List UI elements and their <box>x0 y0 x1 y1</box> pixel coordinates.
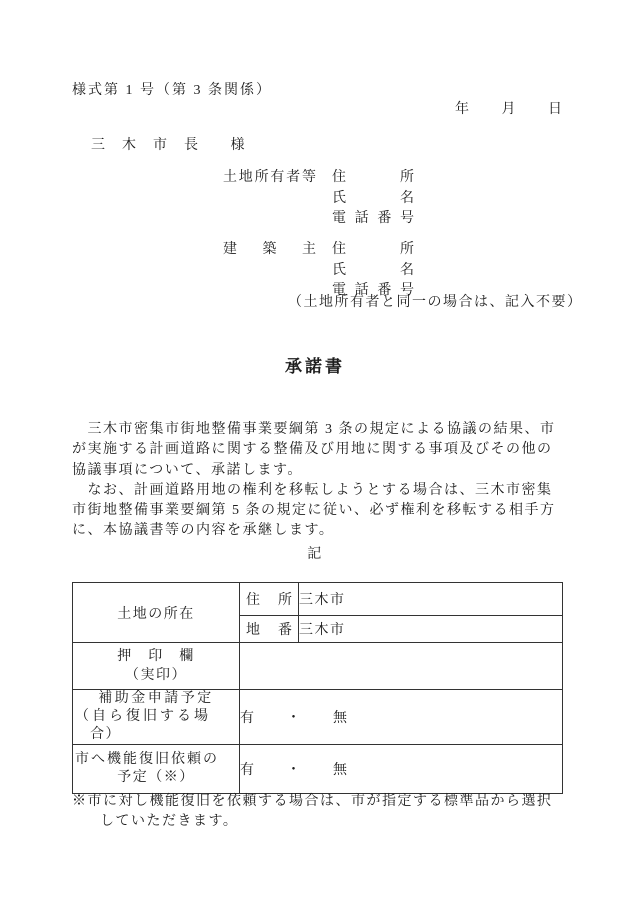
seal-label-line: （実印） <box>125 668 187 683</box>
body-line: 市街地整備事業要綱第 5 条の規定に従い、必ず権利を移転する相手方 <box>72 503 556 519</box>
subsidy-label-line: 合） <box>90 727 121 742</box>
date-line: 年 月 日 <box>455 102 564 117</box>
builder-name-label: 氏 名 <box>332 262 414 278</box>
land-owner-block <box>223 168 414 230</box>
land-owner-label: 土地所有者等 <box>223 170 316 185</box>
land-owner-phone-label: 電話番号 <box>332 211 414 226</box>
restore-label-line: 予定（※） <box>117 770 195 785</box>
addressee-line: 三 木 市 長 様 <box>91 138 246 153</box>
body-line: が実施する計画道路に関する整備及び用地に関する事項及びその他の <box>72 442 553 458</box>
lot-number-key: 地 番 <box>246 623 292 638</box>
document-title: 承諾書 <box>285 357 345 376</box>
body-line: 三木市密集市街地整備事業要綱第 3 条の規定による協議の結果、市 <box>72 422 556 437</box>
body-line: なお、計画道路用地の権利を移転しようとする場合は、三木市密集 <box>72 482 553 498</box>
table-row <box>73 745 563 794</box>
details-table <box>72 582 563 794</box>
builder-phone-label: 電話番号 <box>332 283 414 298</box>
table-row <box>73 583 563 616</box>
footnote-line: していただきます。 <box>100 814 239 830</box>
builder-label: 建築主 <box>223 242 316 257</box>
restore-label-line: 市へ機能復旧依頼の <box>75 752 219 767</box>
land-owner-name-label: 氏 名 <box>332 190 414 206</box>
body-line: に、本協議書等の内容を承継します。 <box>72 523 335 539</box>
address-key: 住 所 <box>246 593 292 608</box>
seal-value-cell <box>240 643 563 690</box>
seal-label-cell <box>73 643 240 690</box>
form-number: 様式第 1 号（第 3 条関係） <box>72 83 272 98</box>
table-row <box>73 690 563 745</box>
body-line: 協議事項について、承諾します。 <box>72 462 303 478</box>
body-paragraphs <box>72 420 572 542</box>
table-row <box>73 643 563 690</box>
restore-label-cell <box>73 745 240 794</box>
subsidy-label-cell <box>73 690 240 745</box>
footnote-line: ※市に対し機能復旧を依頼する場合は、市が指定する標準品から選択 <box>72 794 553 809</box>
subsidy-choice-cell: 有 ・ 無 <box>240 690 563 745</box>
builder-note: （土地所有者と同一の場合は、記入不要） <box>288 295 583 310</box>
seal-label-line: 押 印 欄 <box>117 649 195 664</box>
footnote <box>72 792 582 833</box>
restore-choice-cell: 有 ・ 無 <box>240 745 563 794</box>
address-value-cell: 三木市 <box>299 583 563 616</box>
land-location-label-cell: 土地の所在 <box>73 583 240 643</box>
lot-number-value-cell: 三木市 <box>299 616 563 643</box>
lot-number-key-cell <box>240 616 299 643</box>
ki-heading: 記 <box>307 547 323 562</box>
land-owner-address-label: 住 所 <box>332 170 414 185</box>
builder-address-label: 住 所 <box>332 242 414 257</box>
address-key-cell <box>240 583 299 616</box>
subsidy-label-line: （自ら復旧する場 <box>75 709 211 724</box>
subsidy-label-line: 補助金申請予定 <box>98 691 214 706</box>
land-owner-fields <box>332 168 414 230</box>
